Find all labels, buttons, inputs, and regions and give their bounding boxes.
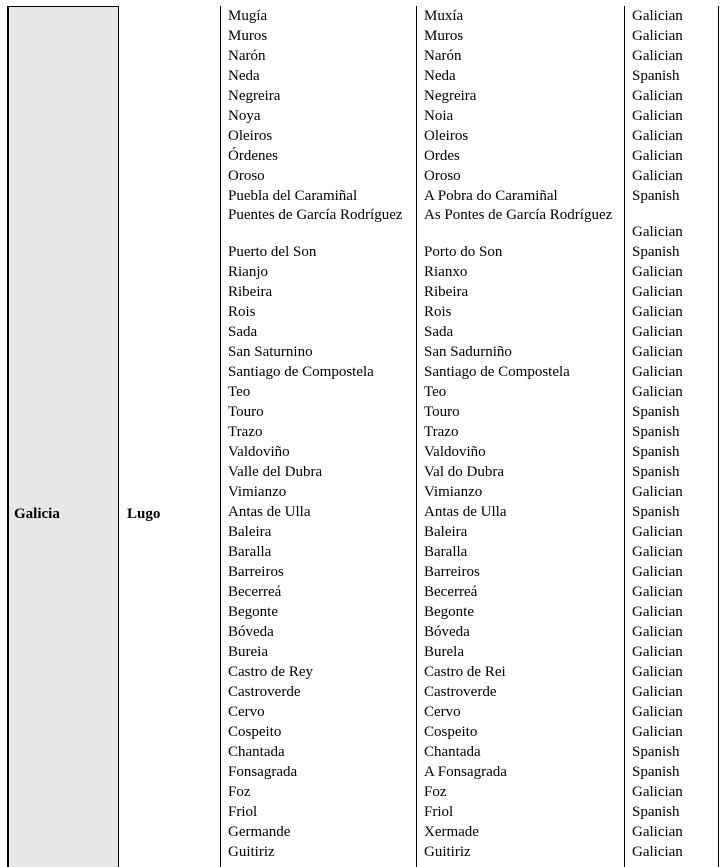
spanish-name-cell: Touro bbox=[228, 404, 264, 420]
spanish-name-cell: Valdoviño bbox=[228, 444, 290, 460]
table-row bbox=[0, 26, 723, 46]
table-row bbox=[0, 722, 723, 742]
spanish-name-cell: Antas de Ulla bbox=[228, 504, 311, 520]
table-row bbox=[0, 562, 723, 582]
language-cell: Spanish bbox=[632, 504, 680, 520]
galician-name-cell: Sada bbox=[424, 324, 454, 340]
table-row bbox=[0, 242, 723, 262]
language-cell: Galician bbox=[632, 324, 683, 340]
spanish-name-cell: Baralla bbox=[228, 544, 272, 560]
galician-name-cell: Santiago de Compostela bbox=[424, 364, 570, 380]
language-cell: Galician bbox=[632, 784, 683, 800]
spanish-name-cell: Rianjo bbox=[228, 264, 268, 280]
language-cell: Galician bbox=[632, 284, 683, 300]
spanish-name-cell: Germande bbox=[228, 824, 291, 840]
language-cell: Galician bbox=[632, 484, 683, 500]
language-cell: Spanish bbox=[632, 744, 680, 760]
galician-name-cell: Neda bbox=[424, 68, 456, 84]
spanish-name-cell: Narón bbox=[228, 48, 266, 64]
language-cell: Galician bbox=[632, 584, 683, 600]
galician-name-cell: Narón bbox=[424, 48, 462, 64]
language-cell: Galician bbox=[632, 564, 683, 580]
spanish-name-cell: Muros bbox=[228, 28, 268, 44]
table-row bbox=[0, 382, 723, 402]
language-cell: Galician bbox=[632, 168, 683, 184]
table-row bbox=[0, 782, 723, 802]
spanish-name-cell: Mugía bbox=[228, 8, 268, 24]
table-row bbox=[0, 66, 723, 86]
galician-name-cell: Negreira bbox=[424, 88, 477, 104]
spanish-name-cell: Santiago de Compostela bbox=[228, 364, 374, 380]
spanish-name-cell: Ribeira bbox=[228, 284, 273, 300]
spanish-name-cell: Bureia bbox=[228, 644, 268, 660]
language-cell: Galician bbox=[632, 344, 683, 360]
galician-name-cell: Muxía bbox=[424, 8, 464, 24]
table-row bbox=[0, 6, 723, 26]
spanish-name-cell: Vimianzo bbox=[228, 484, 287, 500]
municipality-rows bbox=[0, 6, 723, 862]
galician-name-cell: Baleira bbox=[424, 524, 468, 540]
language-cell: Galician bbox=[632, 704, 683, 720]
spanish-name-cell: Valle del Dubra bbox=[228, 464, 323, 480]
spanish-name-cell: Cospeito bbox=[228, 724, 282, 740]
galician-name-cell: Baralla bbox=[424, 544, 468, 560]
table-row bbox=[0, 682, 723, 702]
table-row bbox=[0, 46, 723, 66]
table-row bbox=[0, 822, 723, 842]
language-cell: Spanish bbox=[632, 404, 680, 420]
language-cell: Spanish bbox=[632, 424, 680, 440]
galician-name-cell: Antas de Ulla bbox=[424, 504, 507, 520]
spanish-name-cell: Órdenes bbox=[228, 148, 278, 164]
spanish-name-cell: Puerto del Son bbox=[228, 244, 317, 260]
language-cell: Galician bbox=[632, 664, 683, 680]
language-cell: Galician bbox=[632, 824, 683, 840]
spanish-name-cell: Noya bbox=[228, 108, 261, 124]
spanish-name-cell: San Saturnino bbox=[228, 344, 313, 360]
spanish-name-cell: Fonsagrada bbox=[228, 764, 298, 780]
galician-name-cell: Bóveda bbox=[424, 624, 470, 640]
galician-name-cell: Barreiros bbox=[424, 564, 480, 580]
spanish-name-cell: Barreiros bbox=[228, 564, 284, 580]
galician-name-cell: As Pontes de García Rodríguez bbox=[424, 207, 613, 223]
language-cell: Galician bbox=[632, 724, 683, 740]
table-row bbox=[0, 302, 723, 322]
galician-name-cell: Valdoviño bbox=[424, 444, 486, 460]
table-row bbox=[0, 582, 723, 602]
language-cell: Galician bbox=[632, 684, 683, 700]
language-cell: Galician bbox=[632, 264, 683, 280]
spanish-name-cell: Teo bbox=[228, 384, 251, 400]
language-cell: Galician bbox=[632, 148, 683, 164]
language-cell: Galician bbox=[632, 524, 683, 540]
table-row bbox=[0, 342, 723, 362]
galician-name-cell: A Pobra do Caramiñal bbox=[424, 188, 558, 204]
language-cell: Galician bbox=[632, 128, 683, 144]
table-row bbox=[0, 146, 723, 166]
galician-name-cell: Becerreá bbox=[424, 584, 478, 600]
table-row bbox=[0, 622, 723, 642]
table-row bbox=[0, 442, 723, 462]
table-row bbox=[0, 522, 723, 542]
language-cell: Galician bbox=[632, 28, 683, 44]
spanish-name-cell: Puebla del Caramiñal bbox=[228, 188, 358, 204]
spanish-name-cell: Puentes de García Rodríguez bbox=[228, 207, 403, 223]
galician-name-cell: Rianxo bbox=[424, 264, 468, 280]
table-row bbox=[0, 422, 723, 442]
galician-name-cell: Val do Dubra bbox=[424, 464, 504, 480]
language-cell: Galician bbox=[632, 364, 683, 380]
table-row bbox=[0, 842, 723, 862]
table-row bbox=[0, 662, 723, 682]
table-row bbox=[0, 802, 723, 822]
galician-name-cell: Burela bbox=[424, 644, 464, 660]
table-row bbox=[0, 762, 723, 782]
language-cell: Galician bbox=[632, 544, 683, 560]
table-row bbox=[0, 742, 723, 762]
table-row bbox=[0, 166, 723, 186]
spanish-name-cell: Friol bbox=[228, 804, 258, 820]
spanish-name-cell: Oroso bbox=[228, 168, 265, 184]
table-row bbox=[0, 106, 723, 126]
spanish-name-cell: Becerreá bbox=[228, 584, 282, 600]
language-cell: Spanish bbox=[632, 68, 680, 84]
language-cell: Galician bbox=[632, 304, 683, 320]
spanish-name-cell: Neda bbox=[228, 68, 260, 84]
spanish-name-cell: Castro de Rey bbox=[228, 664, 313, 680]
spanish-name-cell: Chantada bbox=[228, 744, 285, 760]
table-row bbox=[0, 462, 723, 482]
galician-name-cell: Ribeira bbox=[424, 284, 469, 300]
table-row bbox=[0, 602, 723, 622]
language-cell: Galician bbox=[632, 224, 683, 240]
galician-name-cell: Vimianzo bbox=[424, 484, 483, 500]
spanish-name-cell: Baleira bbox=[228, 524, 272, 540]
galician-name-cell: Cospeito bbox=[424, 724, 478, 740]
galician-name-cell: Teo bbox=[424, 384, 447, 400]
galician-name-cell: Chantada bbox=[424, 744, 481, 760]
galician-name-cell: A Fonsagrada bbox=[424, 764, 507, 780]
table-row bbox=[0, 186, 723, 206]
language-cell: Spanish bbox=[632, 804, 680, 820]
galician-name-cell: Castro de Rei bbox=[424, 664, 506, 680]
spanish-name-cell: Oleiros bbox=[228, 128, 273, 144]
spanish-name-cell: Bóveda bbox=[228, 624, 274, 640]
galician-name-cell: Oleiros bbox=[424, 128, 469, 144]
galician-name-cell: Xermade bbox=[424, 824, 479, 840]
community-label: Galicia bbox=[14, 506, 60, 522]
province-label: Lugo bbox=[127, 506, 161, 522]
table-row bbox=[0, 542, 723, 562]
language-cell: Galician bbox=[632, 384, 683, 400]
galician-name-cell: Trazo bbox=[424, 424, 459, 440]
language-cell: Spanish bbox=[632, 188, 680, 204]
table-row bbox=[0, 262, 723, 282]
table-row bbox=[0, 282, 723, 302]
spanish-name-cell: Rois bbox=[228, 304, 256, 320]
spanish-name-cell: Guitiriz bbox=[228, 844, 275, 860]
table-row bbox=[0, 642, 723, 662]
galician-name-cell: Rois bbox=[424, 304, 452, 320]
galician-name-cell: Ordes bbox=[424, 148, 460, 164]
galician-name-cell: Cervo bbox=[424, 704, 461, 720]
language-cell: Galician bbox=[632, 48, 683, 64]
table-row bbox=[0, 126, 723, 146]
table-row bbox=[0, 482, 723, 502]
language-cell: Galician bbox=[632, 108, 683, 124]
language-cell: Spanish bbox=[632, 444, 680, 460]
language-cell: Galician bbox=[632, 88, 683, 104]
language-cell: Spanish bbox=[632, 764, 680, 780]
language-cell: Galician bbox=[632, 8, 683, 24]
table-row bbox=[0, 322, 723, 342]
language-cell: Galician bbox=[632, 644, 683, 660]
spanish-name-cell: Foz bbox=[228, 784, 251, 800]
galician-name-cell: Oroso bbox=[424, 168, 461, 184]
spanish-name-cell: Castroverde bbox=[228, 684, 301, 700]
galician-name-cell: Friol bbox=[424, 804, 454, 820]
language-cell: Spanish bbox=[632, 244, 680, 260]
table-row bbox=[0, 362, 723, 382]
galician-name-cell: Touro bbox=[424, 404, 460, 420]
galician-name-cell: San Sadurniño bbox=[424, 344, 512, 360]
spanish-name-cell: Cervo bbox=[228, 704, 265, 720]
galician-name-cell: Noia bbox=[424, 108, 454, 124]
table-row bbox=[0, 402, 723, 422]
table-row bbox=[0, 502, 723, 522]
spanish-name-cell: Begonte bbox=[228, 604, 278, 620]
galician-name-cell: Porto do Son bbox=[424, 244, 503, 260]
galician-name-cell: Foz bbox=[424, 784, 447, 800]
spanish-name-cell: Negreira bbox=[228, 88, 281, 104]
galician-name-cell: Muros bbox=[424, 28, 464, 44]
spanish-name-cell: Sada bbox=[228, 324, 258, 340]
galician-name-cell: Castroverde bbox=[424, 684, 497, 700]
table-row bbox=[0, 702, 723, 722]
language-cell: Spanish bbox=[632, 464, 680, 480]
spanish-name-cell: Trazo bbox=[228, 424, 263, 440]
galician-name-cell: Guitiriz bbox=[424, 844, 471, 860]
table-row bbox=[0, 86, 723, 106]
language-cell: Galician bbox=[632, 844, 683, 860]
language-cell: Galician bbox=[632, 604, 683, 620]
table-row bbox=[0, 206, 723, 242]
language-cell: Galician bbox=[632, 624, 683, 640]
galician-name-cell: Begonte bbox=[424, 604, 474, 620]
